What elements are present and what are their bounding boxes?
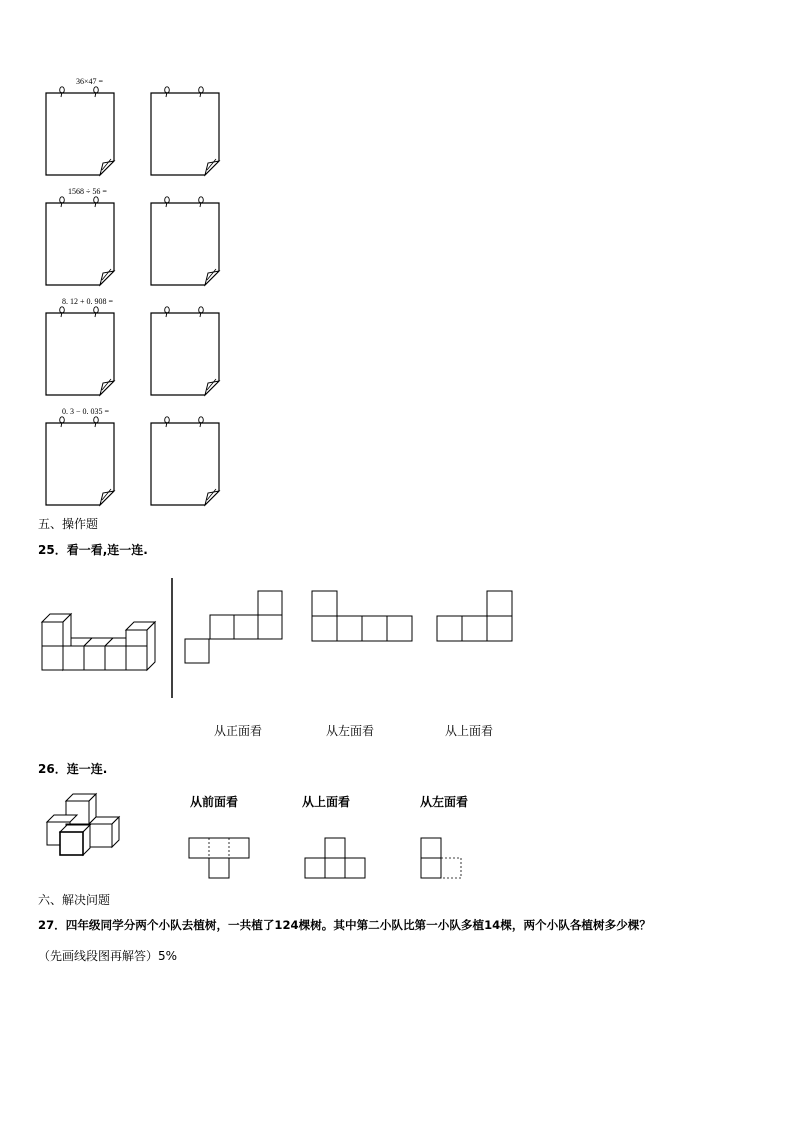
notepad-2-1 xyxy=(46,197,114,285)
question-27-text: 27．四年级同学分两个小队去植树，一共植了124棵树。其中第二小队比第一小队多植14棵，两个小队各植树多少棵？ xyxy=(38,918,651,932)
q26-view-option-2 xyxy=(304,837,368,881)
q25-label-front: 从正面看 xyxy=(214,724,263,738)
q26-label-front: 从前面看 xyxy=(190,795,239,809)
q25-label-top: 从上面看 xyxy=(445,724,494,738)
notepad-4-2 xyxy=(151,417,219,505)
q26-label-left: 从左面看 xyxy=(420,795,469,809)
notepad-1-2 xyxy=(151,87,219,175)
section-title-problem-solving: 六、解决问题 xyxy=(38,893,111,907)
notepad-4-1 xyxy=(46,417,114,505)
expression-3: 8. 12 + 0. 908 = xyxy=(62,297,114,306)
q25-cube-figure xyxy=(40,612,170,672)
q25-view-option-3 xyxy=(436,590,514,642)
expression-1: 36×47 = xyxy=(76,77,104,86)
notepad-3-1 xyxy=(46,307,114,395)
q25-view-option-2 xyxy=(311,590,413,642)
q26-view-option-3 xyxy=(420,837,464,881)
q26-view-option-1 xyxy=(188,837,252,881)
notepad-3-2 xyxy=(151,307,219,395)
expression-4: 0. 3 − 0. 035 = xyxy=(62,407,110,416)
q25-label-left: 从左面看 xyxy=(326,724,375,738)
q25-view-option-1 xyxy=(183,590,283,665)
q26-cube-figure xyxy=(42,792,132,862)
q26-label-top: 从上面看 xyxy=(302,795,351,809)
question-27-note: （先画线段图再解答）5% xyxy=(38,949,178,963)
notepad-drawings xyxy=(0,0,794,520)
notepad-2-2 xyxy=(151,197,219,285)
question-26-title: 26．连一连. xyxy=(38,762,108,776)
q25-divider-line xyxy=(171,578,175,698)
question-25-title: 25．看一看,连一连. xyxy=(38,543,148,557)
notepad-1-1 xyxy=(46,87,114,175)
expression-2: 1568 ÷ 56 = xyxy=(68,187,107,196)
section-title-operations: 五、操作题 xyxy=(38,517,99,531)
